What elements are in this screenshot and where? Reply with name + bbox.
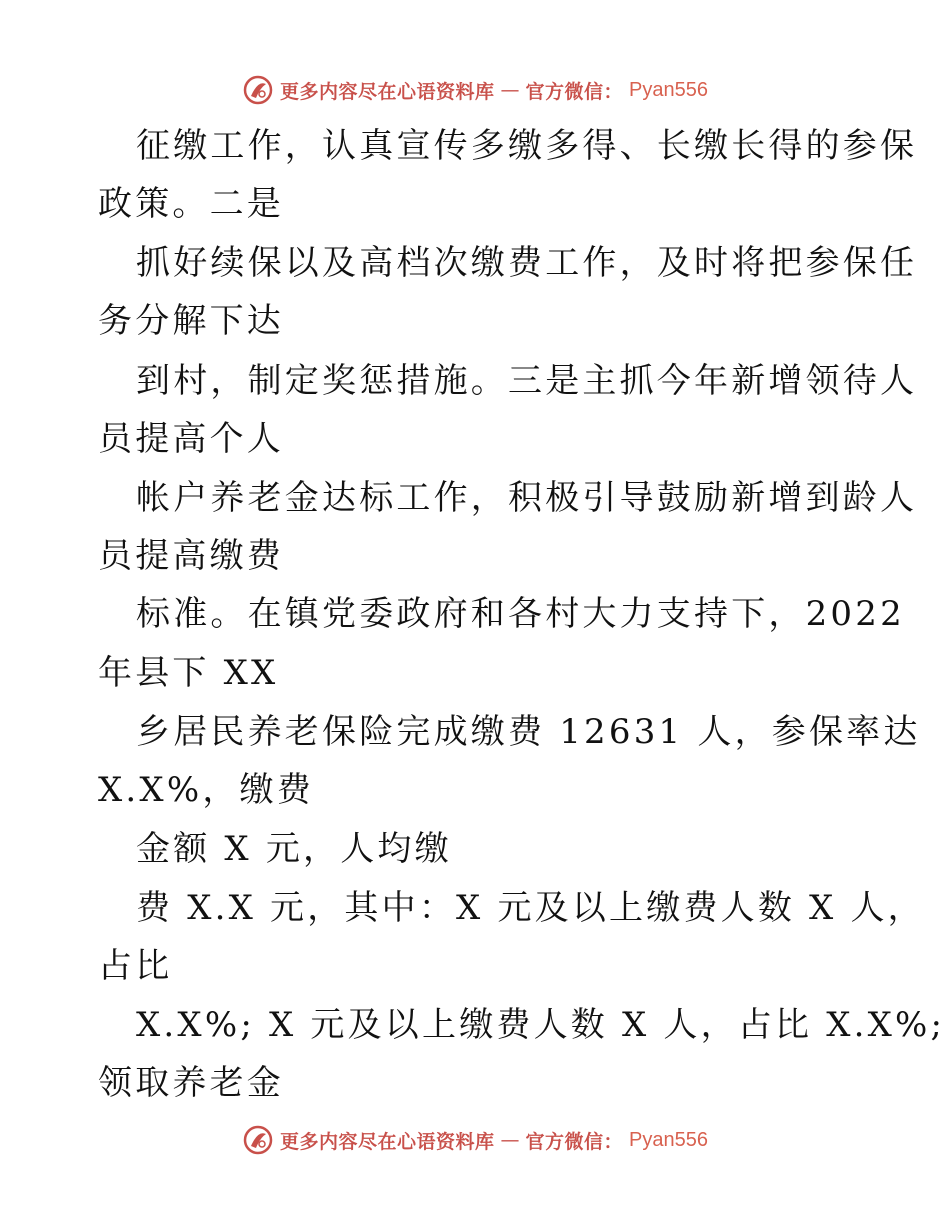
banner-separator: — — [500, 1129, 520, 1151]
body-line: 抓好续保以及高档次缴费工作，及时将把参保任 — [136, 243, 918, 283]
body-line: 金额 X 元，人均缴 — [136, 829, 452, 869]
banner-wechat-id: Pyan556 — [629, 78, 708, 101]
banner-separator: — — [500, 79, 520, 101]
header-banner — [0, 70, 950, 110]
body-line: 政策。二是 — [98, 184, 284, 224]
body-line: 年县下 XX — [98, 653, 279, 693]
brand-logo-icon — [242, 74, 274, 106]
body-line: 到村，制定奖惩措施。三是主抓今年新增领待人 — [136, 361, 918, 401]
footer-banner — [0, 1120, 950, 1160]
body-line: X.X%，缴费 — [98, 770, 314, 810]
body-line: 乡居民养老保险完成缴费 12631 人，参保率达 — [136, 712, 921, 752]
body-line: 标准。在镇党委政府和各村大力支持下，2022 — [136, 594, 905, 634]
body-line: 员提高个人 — [98, 419, 284, 459]
body-line: 员提高缴费 — [98, 536, 284, 576]
body-line: 征缴工作，认真宣传多缴多得、长缴长得的参保 — [136, 126, 918, 166]
banner-wechat-label: 官方微信： — [525, 1130, 624, 1153]
body-line: X.X%; X 元及以上缴费人数 X 人，占比 X.X%; — [136, 1005, 946, 1045]
body-line: 占比 — [98, 946, 173, 986]
banner-text: 更多内容尽在心语资料库 — [280, 1130, 495, 1153]
brand-logo-icon — [242, 1124, 274, 1156]
banner-wechat-id: Pyan556 — [629, 1128, 708, 1151]
body-line: 费 X.X 元，其中：X 元及以上缴费人数 X 人， — [136, 888, 925, 928]
banner-text: 更多内容尽在心语资料库 — [280, 80, 495, 103]
body-line: 领取养老金 — [98, 1063, 284, 1103]
body-line: 务分解下达 — [98, 301, 284, 341]
banner-wechat-label: 官方微信： — [525, 80, 624, 103]
body-line: 帐户养老金达标工作，积极引导鼓励新增到龄人 — [136, 478, 918, 518]
